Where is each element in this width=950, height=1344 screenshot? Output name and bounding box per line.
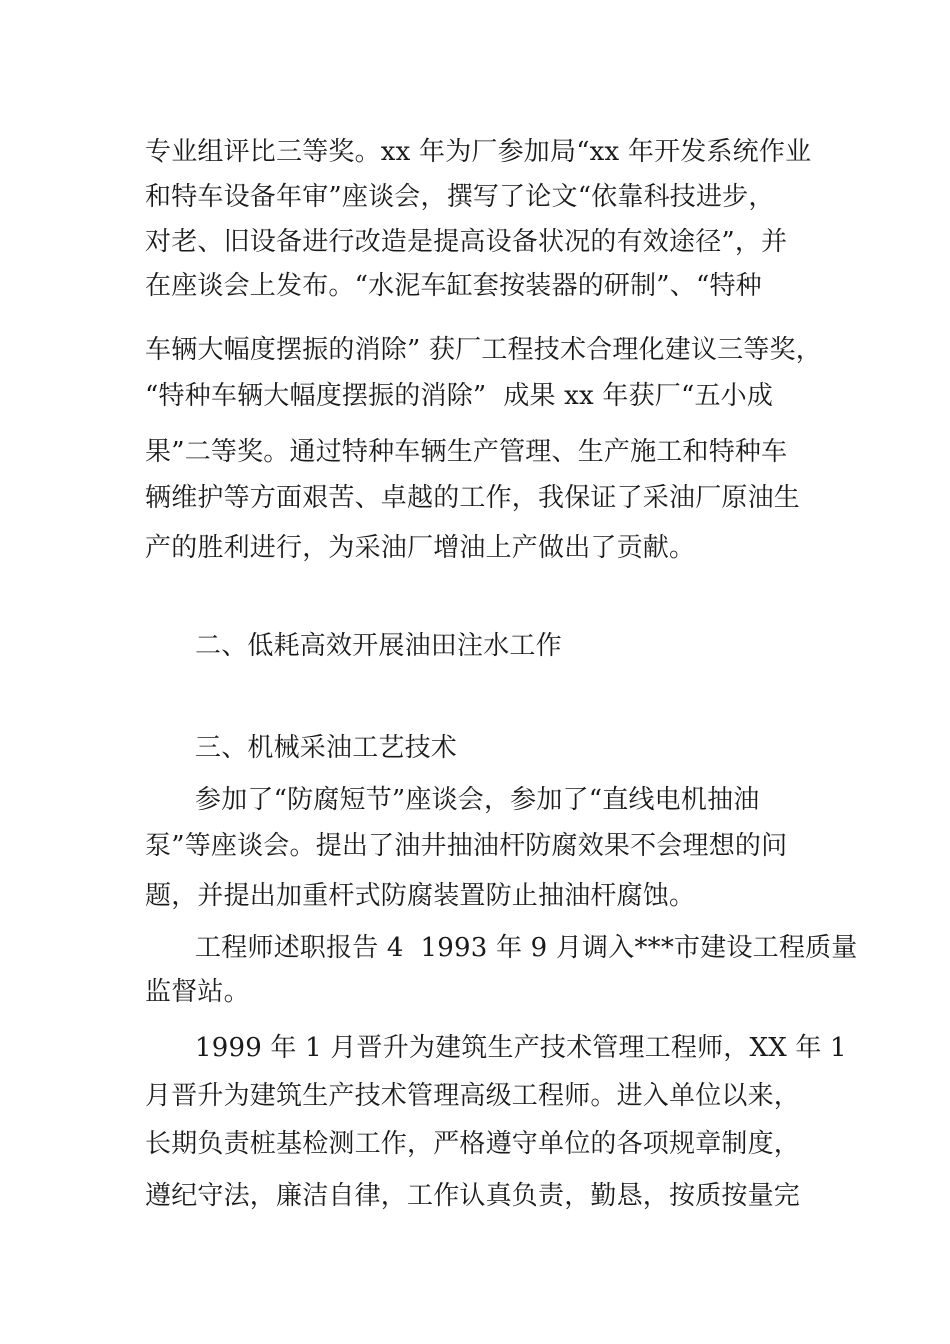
paragraph-line: 辆维护等方面艰苦、卓越的工作，我保证了采油厂原油生 <box>145 483 801 513</box>
paragraph-line: 车辆大幅度摆振的消除” 获厂工程技术合理化建议三等奖， <box>145 335 822 365</box>
section-heading: 三、机械采油工艺技术 <box>195 733 458 763</box>
paragraph-line: 在座谈会上发布。“水泥车缸套按装器的研制”、“特种 <box>145 271 762 301</box>
paragraph-line: “特种车辆大幅度摆振的消除” 成果 xx 年获厂“五小成 <box>145 381 774 411</box>
paragraph-line: 专业组评比三等奖。xx 年为厂参加局“xx 年开发系统作业 <box>145 137 812 167</box>
paragraph-line: 遵纪守法，廉洁自律，工作认真负责，勤恳，按质按量完 <box>145 1181 801 1211</box>
paragraph-line: 果”二等奖。通过特种车辆生产管理、生产施工和特种车 <box>145 437 788 467</box>
paragraph-line: 产的胜利进行，为采油厂增油上产做出了贡献。 <box>145 533 696 563</box>
paragraph-line: 参加了“防腐短节”座谈会，参加了“直线电机抽油 <box>195 785 760 815</box>
paragraph-line: 对老、旧设备进行改造是提高设备状况的有效途径”，并 <box>145 227 788 257</box>
paragraph-line: 泵”等座谈会。提出了油井抽油杆防腐效果不会理想的问 <box>145 831 788 861</box>
paragraph-line: 月晋升为建筑生产技术管理高级工程师。进入单位以来， <box>145 1081 801 1111</box>
section-heading: 二、低耗高效开展油田注水工作 <box>195 631 562 661</box>
paragraph-line: 监督站。 <box>145 977 250 1007</box>
paragraph-line: 长期负责桩基检测工作，严格遵守单位的各项规章制度， <box>145 1129 801 1159</box>
paragraph-line: 和特车设备年审”座谈会，撰写了论文“依靠科技进步， <box>145 182 775 212</box>
paragraph-line: 题，并提出加重杆式防腐装置防止抽油杆腐蚀。 <box>145 881 696 911</box>
paragraph-line: 1999 年 1 月晋升为建筑生产技术管理工程师，XX 年 1 <box>195 1033 847 1063</box>
paragraph-line: 工程师述职报告 4 1993 年 9 月调入***市建设工程质量 <box>195 933 858 963</box>
